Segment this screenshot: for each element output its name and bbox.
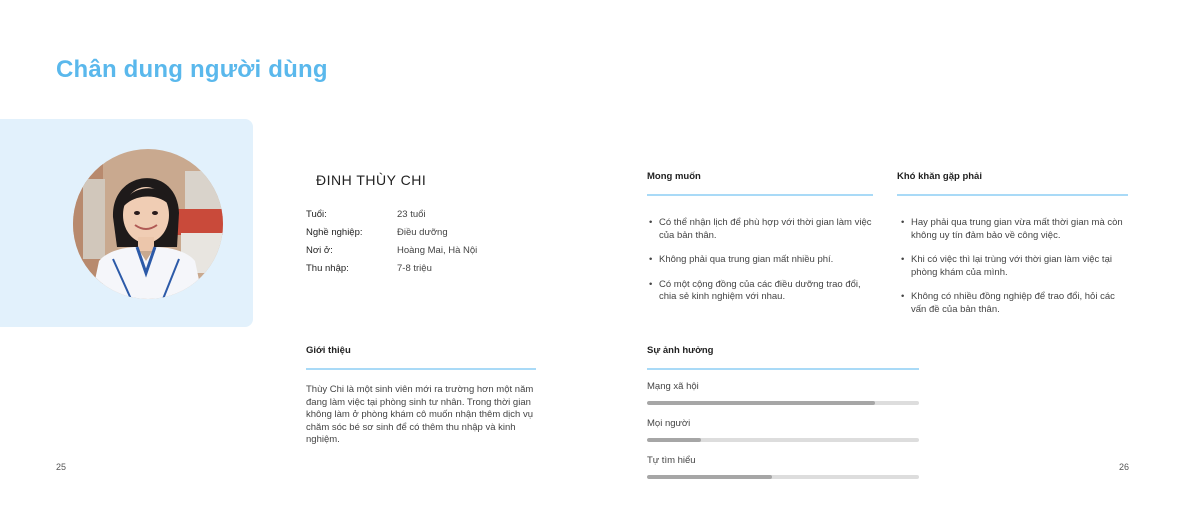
list-item: • Khi có việc thì lại trùng với thời gian làm việc tại phòng khám của mình. <box>901 254 1128 279</box>
influence-bar <box>647 475 919 479</box>
intro-text: Thùy Chi là một sinh viên mới ra trường hơn một năm đang làm việc tại phòng sinh tư nhân. Trong thời gian không làm ở phòng khám cô muốn nhận thêm dịch vụ chăm sóc bé sơ sinh để có thêm thu nhập và kinh nghiệm. <box>306 384 534 445</box>
page-number-left: 25 <box>56 462 67 472</box>
pains-list <box>897 217 1128 316</box>
influence-section <box>647 345 919 479</box>
info-label: Nghề nghiệp: <box>306 227 363 238</box>
influence-bar <box>647 401 919 405</box>
portrait-photo <box>73 149 223 299</box>
wants-section <box>647 171 873 316</box>
influence-item <box>647 417 919 442</box>
avatar <box>73 149 223 299</box>
info-row-income <box>306 260 536 278</box>
influence-bar-fill <box>647 401 875 405</box>
influence-label: Tự tìm hiểu <box>647 455 696 466</box>
info-label: Tuổi: <box>306 209 327 220</box>
list-item: • Không có nhiều đồng nghiệp để trao đổi, hỏi các vấn đề của bản thân. <box>901 291 1128 316</box>
list-item: • Có một cộng đồng của các điều dưỡng trao đổi, chia sẻ kinh nghiệm với nhau. <box>649 279 873 304</box>
influence-item <box>647 380 919 405</box>
influence-label: Mạng xã hội <box>647 381 699 392</box>
pains-section <box>897 171 1128 328</box>
info-label: Nơi ở: <box>306 245 333 256</box>
influence-bar-fill <box>647 438 701 442</box>
info-value: 23 tuổi <box>397 209 426 220</box>
influence-item <box>647 454 919 479</box>
influence-bar <box>647 438 919 442</box>
person-name: ĐINH THÙY CHI <box>316 172 427 188</box>
intro-heading: Giới thiệu <box>306 345 536 370</box>
pains-heading: Khó khăn gặp phải <box>897 171 1128 196</box>
info-row-occupation <box>306 224 536 242</box>
info-value: Hoàng Mai, Hà Nội <box>397 245 478 256</box>
info-label: Thu nhập: <box>306 263 349 274</box>
list-item: • Không phải qua trung gian mất nhiều phí. <box>649 254 873 267</box>
info-value: 7-8 triệu <box>397 263 432 274</box>
profile-info <box>306 206 536 278</box>
page-title: Chân dung người dùng <box>56 56 328 83</box>
intro-section <box>306 345 536 447</box>
influence-heading: Sự ảnh hưởng <box>647 345 919 370</box>
influence-label: Mọi người <box>647 418 691 429</box>
wants-heading: Mong muốn <box>647 171 873 196</box>
info-value: Điều dưỡng <box>397 227 448 238</box>
page-number-right: 26 <box>1119 462 1130 472</box>
list-item: • Hay phải qua trung gian vừa mất thời gian mà còn không uy tín đảm bảo về công việc. <box>901 217 1128 242</box>
influence-bar-fill <box>647 475 772 479</box>
info-row-residence <box>306 242 536 260</box>
list-item: • Có thể nhận lịch để phù hợp với thời gian làm việc của bản thân. <box>649 217 873 242</box>
wants-list <box>647 217 873 304</box>
info-row-age <box>306 206 536 224</box>
